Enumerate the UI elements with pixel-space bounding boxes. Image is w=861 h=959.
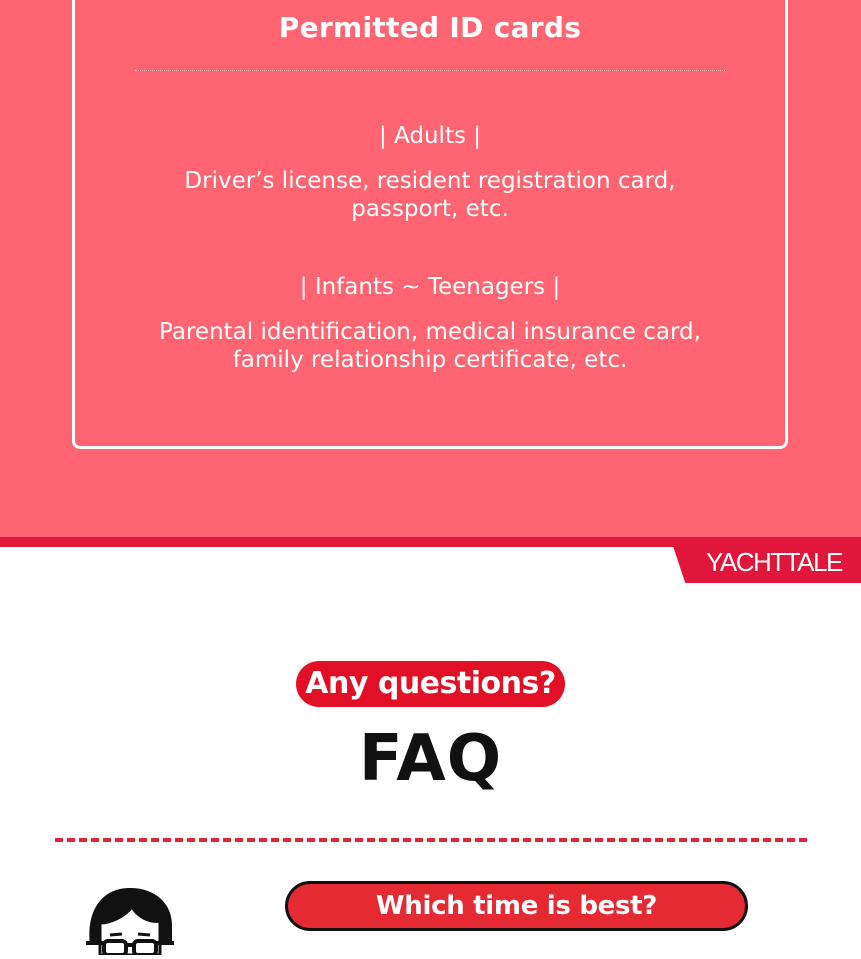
id-cards-title: Permitted ID cards [278,11,582,44]
faq-question-button[interactable]: Which time is best? [285,881,748,931]
any-questions-badge: Any questions? [296,661,565,707]
adults-id-line-1: Driver’s license, resident registration card, [184,168,676,194]
brand-logo-text: YACHTTALE [706,547,842,577]
title-divider [135,70,725,72]
minors-heading: | Infants ~ Teenagers | [299,274,561,300]
faq-title: FAQ [358,722,503,796]
id-cards-box [72,0,788,449]
adults-heading: | Adults | [378,123,482,149]
minors-id-list [75,318,785,374]
dashed-divider [55,838,807,842]
minors-id-line-2: family relationship certificate, etc. [232,347,628,373]
adults-id-list [75,167,785,223]
adults-id-line-2: passport, etc. [351,196,509,222]
minors-id-line-1: Parental identification, medical insurance card, [159,319,701,345]
avatar-icon [80,885,180,955]
